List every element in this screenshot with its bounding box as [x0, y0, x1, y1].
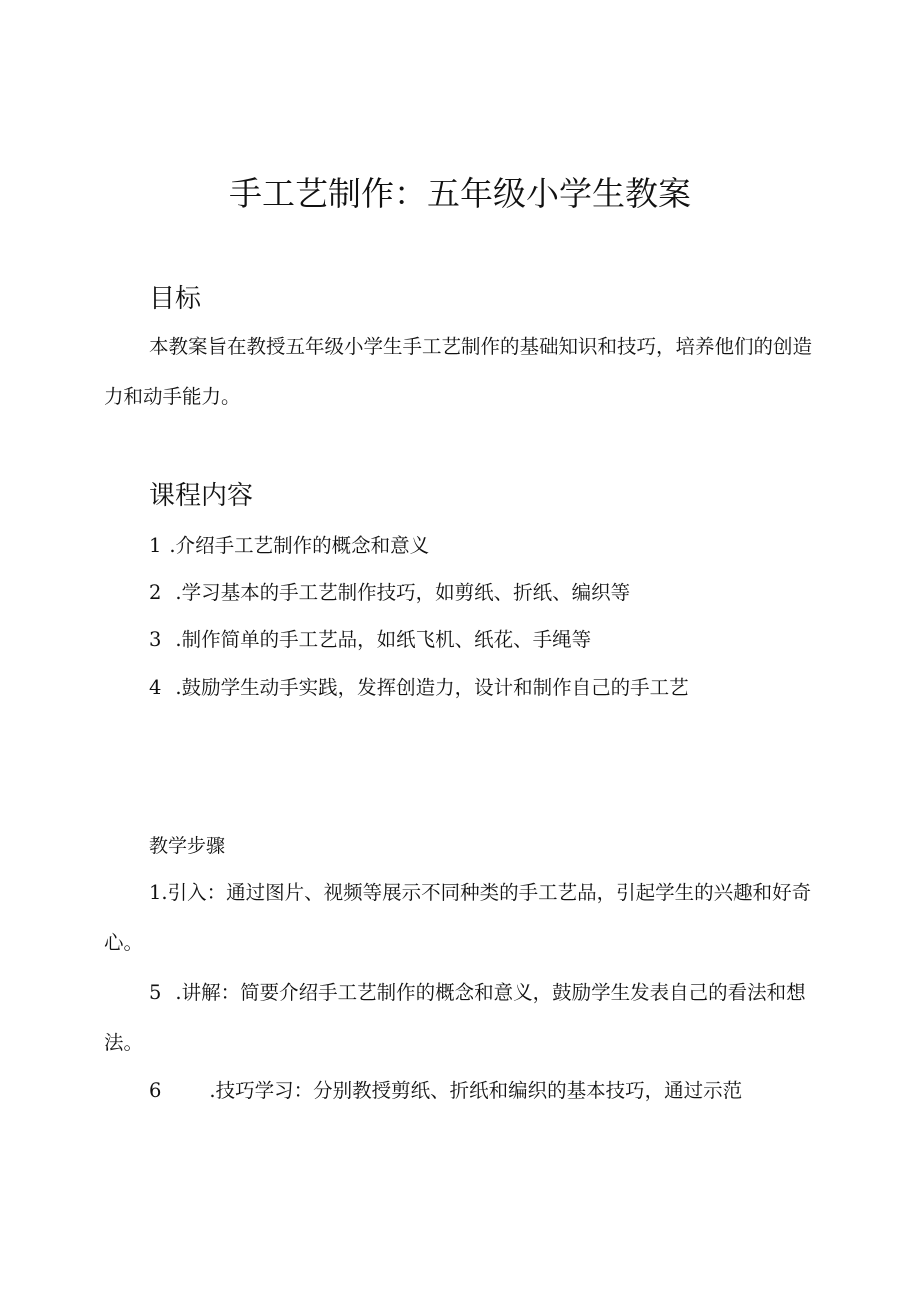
- step-item-number: 6: [149, 1079, 162, 1102]
- content-item-text: .学习基本的手工艺制作技巧，如剪纸、折纸、编织等: [175, 581, 631, 604]
- step-item-2: [104, 968, 824, 1068]
- step-item-number: 5: [149, 981, 162, 1004]
- document-title: 手工艺制作：五年级小学生教案: [229, 174, 691, 213]
- content-item-number: 1: [149, 534, 162, 557]
- step-item-text: .讲解：简要介绍手工艺制作的概念和意义，鼓励学生发表自己的看法和想法。: [104, 981, 806, 1054]
- step-item-text: 引入：通过图片、视频等展示不同种类的手工艺品，引起学生的兴趣和好奇心。: [104, 881, 812, 954]
- content-item-text: .鼓励学生动手实践，发挥创造力，设计和制作自己的手工艺: [175, 676, 689, 699]
- step-item-text: .技巧学习：分别教授剪纸、折纸和编织的基本技巧，通过示范: [209, 1079, 743, 1102]
- content-item-2: [149, 577, 630, 605]
- content-heading: 课程内容: [149, 481, 254, 511]
- step-item-number: 1.: [149, 881, 168, 904]
- goal-heading: 目标: [149, 284, 202, 314]
- steps-heading: 教学步骤: [149, 835, 226, 857]
- goal-paragraph: [104, 322, 824, 422]
- step-item-3: [104, 1066, 824, 1116]
- content-item-3: [149, 624, 591, 652]
- content-item-text: .介绍手工艺制作的概念和意义: [169, 534, 430, 557]
- content-item-number: 4: [149, 676, 162, 699]
- content-item-4: [149, 672, 689, 700]
- goal-text: 本教案旨在教授五年级小学生手工艺制作的基础知识和技巧，培养他们的创造力和动手能力。: [104, 335, 813, 408]
- content-item-number: 3: [149, 628, 162, 651]
- content-item-1: [149, 530, 429, 558]
- step-item-1: [104, 868, 824, 968]
- content-item-text: .制作简单的手工艺品，如纸飞机、纸花、手绳等: [175, 628, 592, 651]
- content-item-number: 2: [149, 581, 162, 604]
